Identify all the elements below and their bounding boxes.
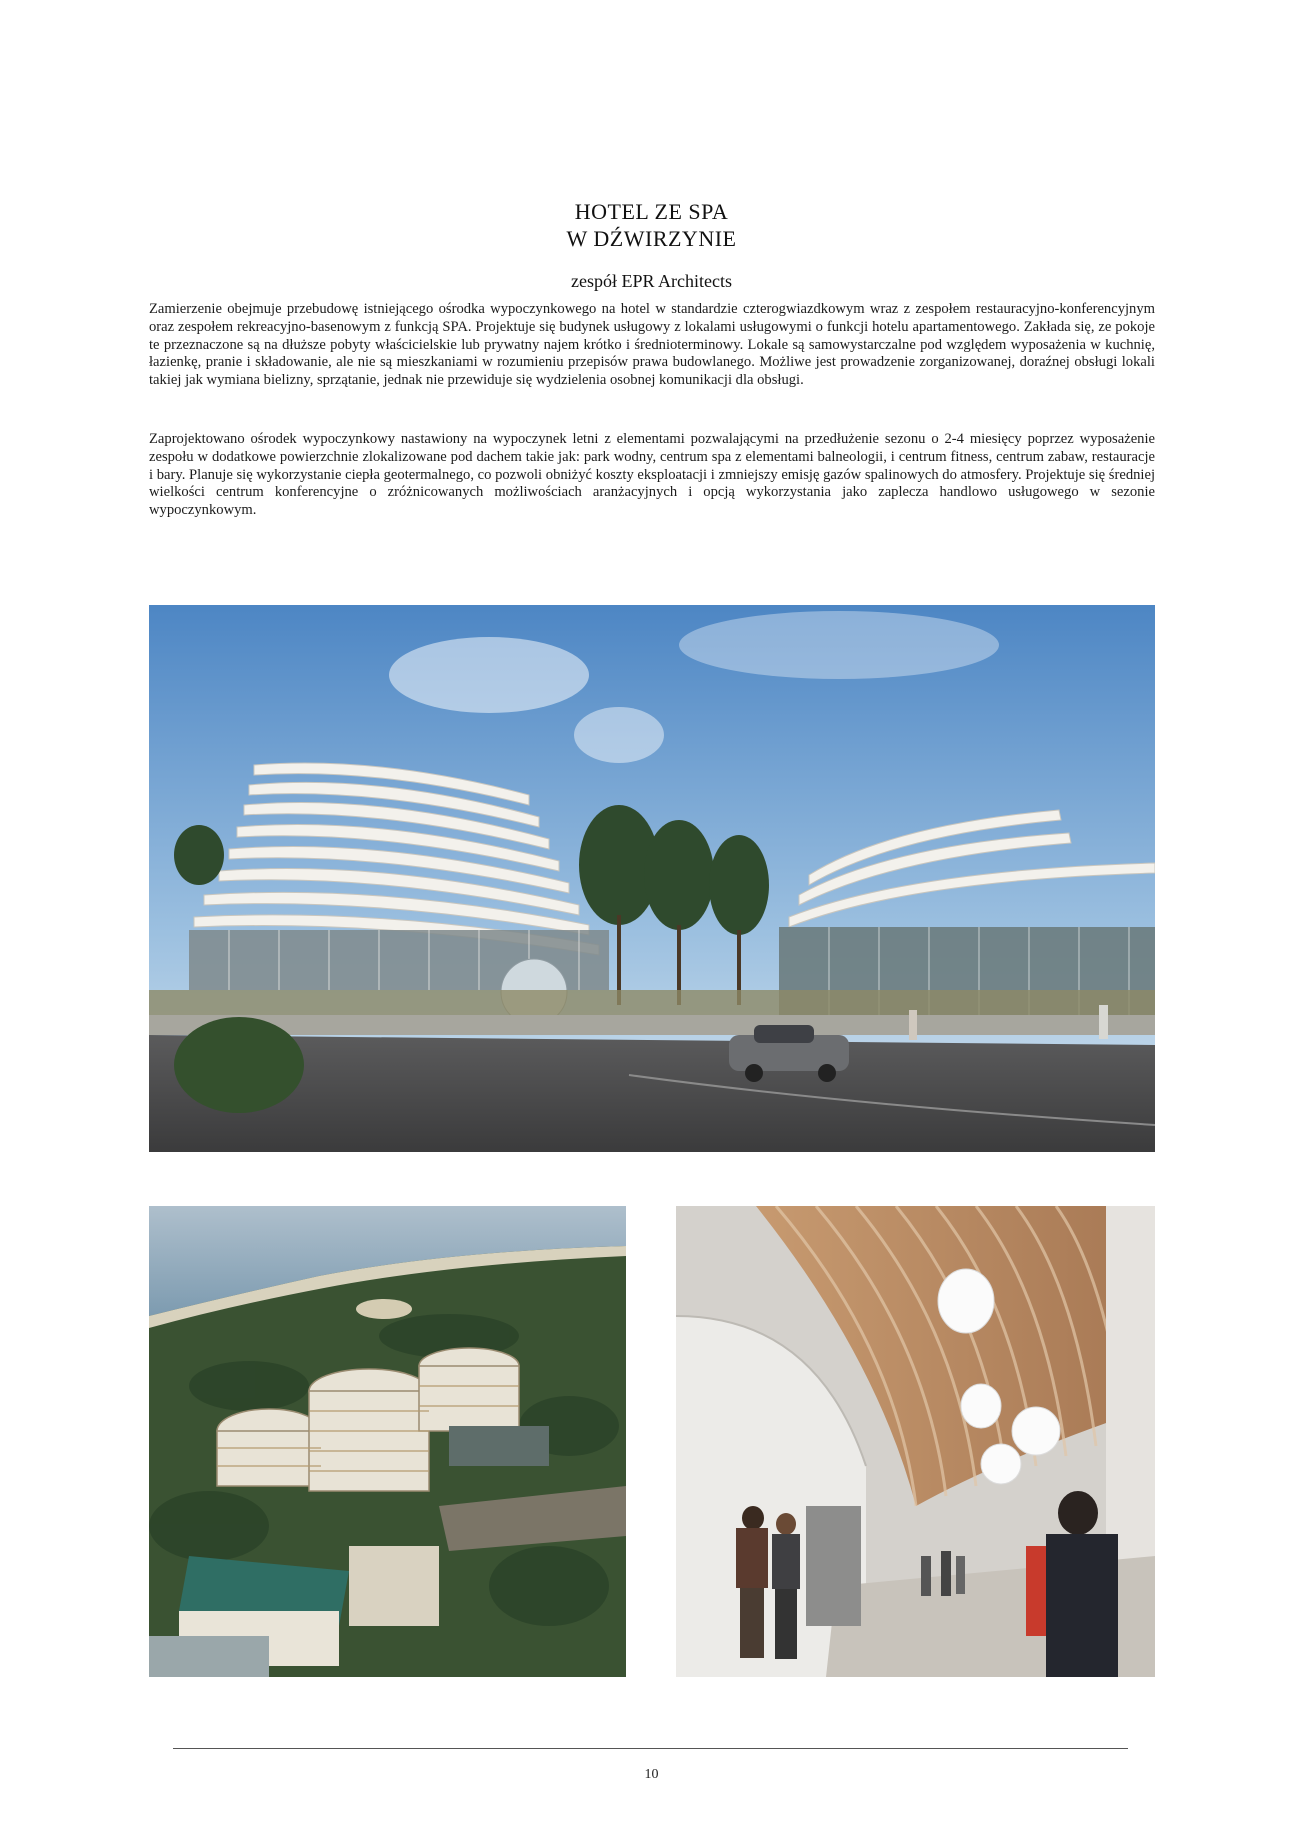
title-line-1: HOTEL ZE SPA <box>574 199 729 224</box>
street-view-rendering <box>149 605 1155 1152</box>
lobby-interior-rendering <box>676 1206 1155 1677</box>
paragraph-2: Zaprojektowano ośrodek wypoczynkowy nastawiony na wypoczynek letni z elementami pozwalającymi na przedłużenie sezonu o 2-4 miesięcy poprzez wyposażenie zespołu w dodatkowe powierzchnie zlokalizowane pod dachem takie jak: park wodny, centrum spa z elementami balneologii, i centrum fitness, centrum zabaw, restauracje i bary. Planuje się wykorzystanie ciepła geotermalnego, co pozwoli obniżyć koszty eksploatacji i zmniejszy emisję gazów spalinowych do atmosfery. Projektuje się średniej wielkości centrum konferencyjne o zróżnicowanych możliwościach aranżacyjnych i opcją wykorzystania jako zaplecza handlowo usługowego w sezonie wypoczynkowym. <box>149 431 1155 519</box>
paragraph-1: Zamierzenie obejmuje przebudowę istniejącego ośrodka wypoczynkowego na hotel w standardzie czterogwiazdkowym wraz z zespołem restauracyjno-konferencyjnym oraz zespołem rekreacyjno-basenowym z funkcją SPA. Projektuje się budynek usługowy z lokalami usługowymi o funkcji hotelu apartamentowego. Zakłada się, ze pokoje te przeznaczone są na dłuższe pobyty właścicielskie lub prywatny najem krótko i średnioterminowy. Lokale są samowystarczalne pod względem wyposażenia w kuchnię, łazienkę, pranie i składowanie, ale nie są mieszkaniami w rozumieniu przepisów prawa budowlanego. Możliwe jest prowadzenie zorganizowanej, doraźnej obsługi lokali takiej jak wymiana bielizny, sprzątanie, jednak nie przewiduje się wydzielenia osobnej komunikacji dla obsługi. <box>149 301 1155 389</box>
page-subtitle: zespół EPR Architects <box>571 271 732 291</box>
title-line-2: W DŹWIRZYNIE <box>566 226 737 251</box>
footer-divider <box>173 1748 1128 1749</box>
page-title <box>0 198 1303 252</box>
aerial-view-rendering <box>149 1206 626 1677</box>
page-number: 10 <box>644 1767 659 1782</box>
